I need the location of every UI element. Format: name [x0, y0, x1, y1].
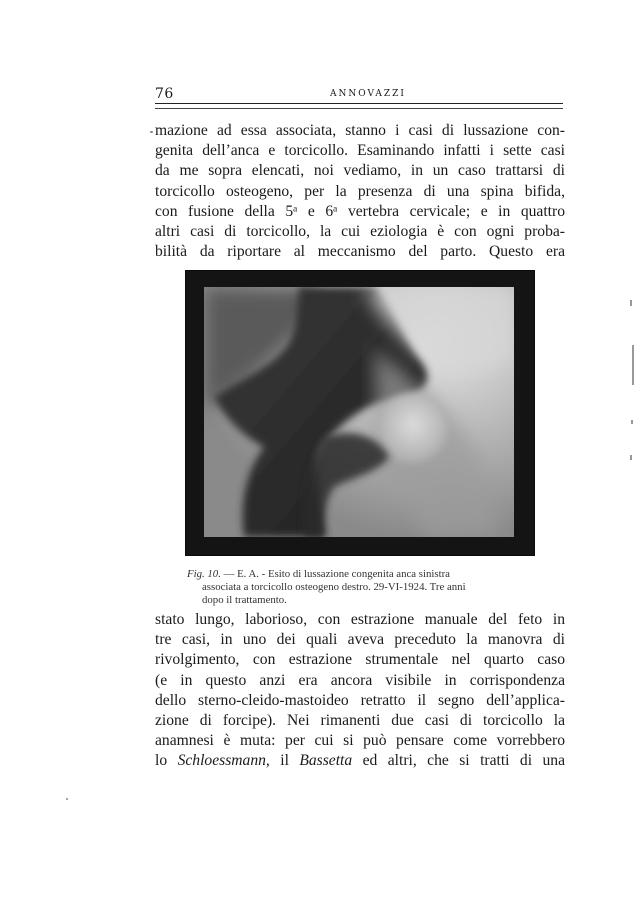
text-line: bilità da riportare al meccanismo del parto. Questo era	[155, 243, 565, 261]
text-line: mazione ad essa associata, stanno i casi di lussazione con-	[155, 122, 565, 139]
text-segment: ed altri, che si tratti di una	[352, 752, 565, 770]
text-segment: il	[269, 752, 300, 770]
radiograph-image	[204, 287, 514, 537]
text-line: con fusione della 5ᵃ e 6ᵃ vertebra cervicale; e in quattro	[155, 202, 565, 220]
page-edge-marks	[618, 0, 638, 900]
text-line-last	[155, 751, 565, 771]
text-line: tre casi, in uno dei quali aveva preceduto la manovra di	[155, 631, 565, 649]
caption-line: dopo il trattamento.	[202, 593, 287, 606]
caption-label: Fig. 10.	[187, 568, 221, 580]
paper-speck	[150, 131, 153, 133]
text-line: zione di forcipe). Nei rimanenti due casi di torcicollo la	[155, 712, 565, 730]
caption-line: associata a torcicollo osteogeno destro. 29-VI-1924. Tre anni	[202, 580, 466, 593]
figure-caption	[187, 568, 537, 606]
text-line: stato lungo, laborioso, con estrazione manuale del feto in	[155, 611, 565, 628]
page-number: 76	[155, 86, 174, 102]
text-line: (e in questo anzi era ancora visibile in corrispondenza	[155, 671, 565, 689]
text-line: torcicollo osteogeno, per la presenza di una spina bifida,	[155, 182, 565, 200]
edge-mark	[632, 345, 634, 385]
header-rule-thick	[155, 103, 563, 104]
edge-mark	[630, 300, 632, 306]
text-line: dello sterno-cleido-mastoideo retratto il segno dell’applica-	[155, 691, 565, 709]
running-title: ANNOVAZZI	[330, 89, 406, 99]
text-segment: lo	[155, 752, 178, 770]
edge-mark	[630, 455, 632, 460]
header-rule-thin	[155, 108, 563, 109]
paper-speck	[66, 798, 68, 800]
caption-line: — E. A. - Esito di lussazione congenita anca sinistra	[223, 568, 450, 580]
body-paragraph-1	[155, 121, 565, 262]
page-header	[155, 86, 565, 104]
text-line: altri casi di torcicollo, la cui eziologia è con ogni proba-	[155, 223, 565, 241]
text-line: anamnesi è muta: per cui si può pensare come vorrebbero	[155, 732, 565, 750]
author-name-italic: Schloessmann,	[177, 752, 270, 770]
text-line: rivolgimento, con estrazione strumentale nel quarto caso	[155, 651, 565, 669]
edge-mark	[631, 420, 633, 424]
body-paragraph-2	[155, 610, 565, 772]
text-line: genita dell’anca e torcicollo. Esaminando infatti i sette casi	[155, 142, 565, 160]
author-name-italic: Bassetta	[299, 752, 353, 770]
text-line: da me sopra elencati, noi vediamo, in un caso trattarsi di	[155, 162, 565, 180]
figure-radiograph-frame	[185, 270, 535, 556]
